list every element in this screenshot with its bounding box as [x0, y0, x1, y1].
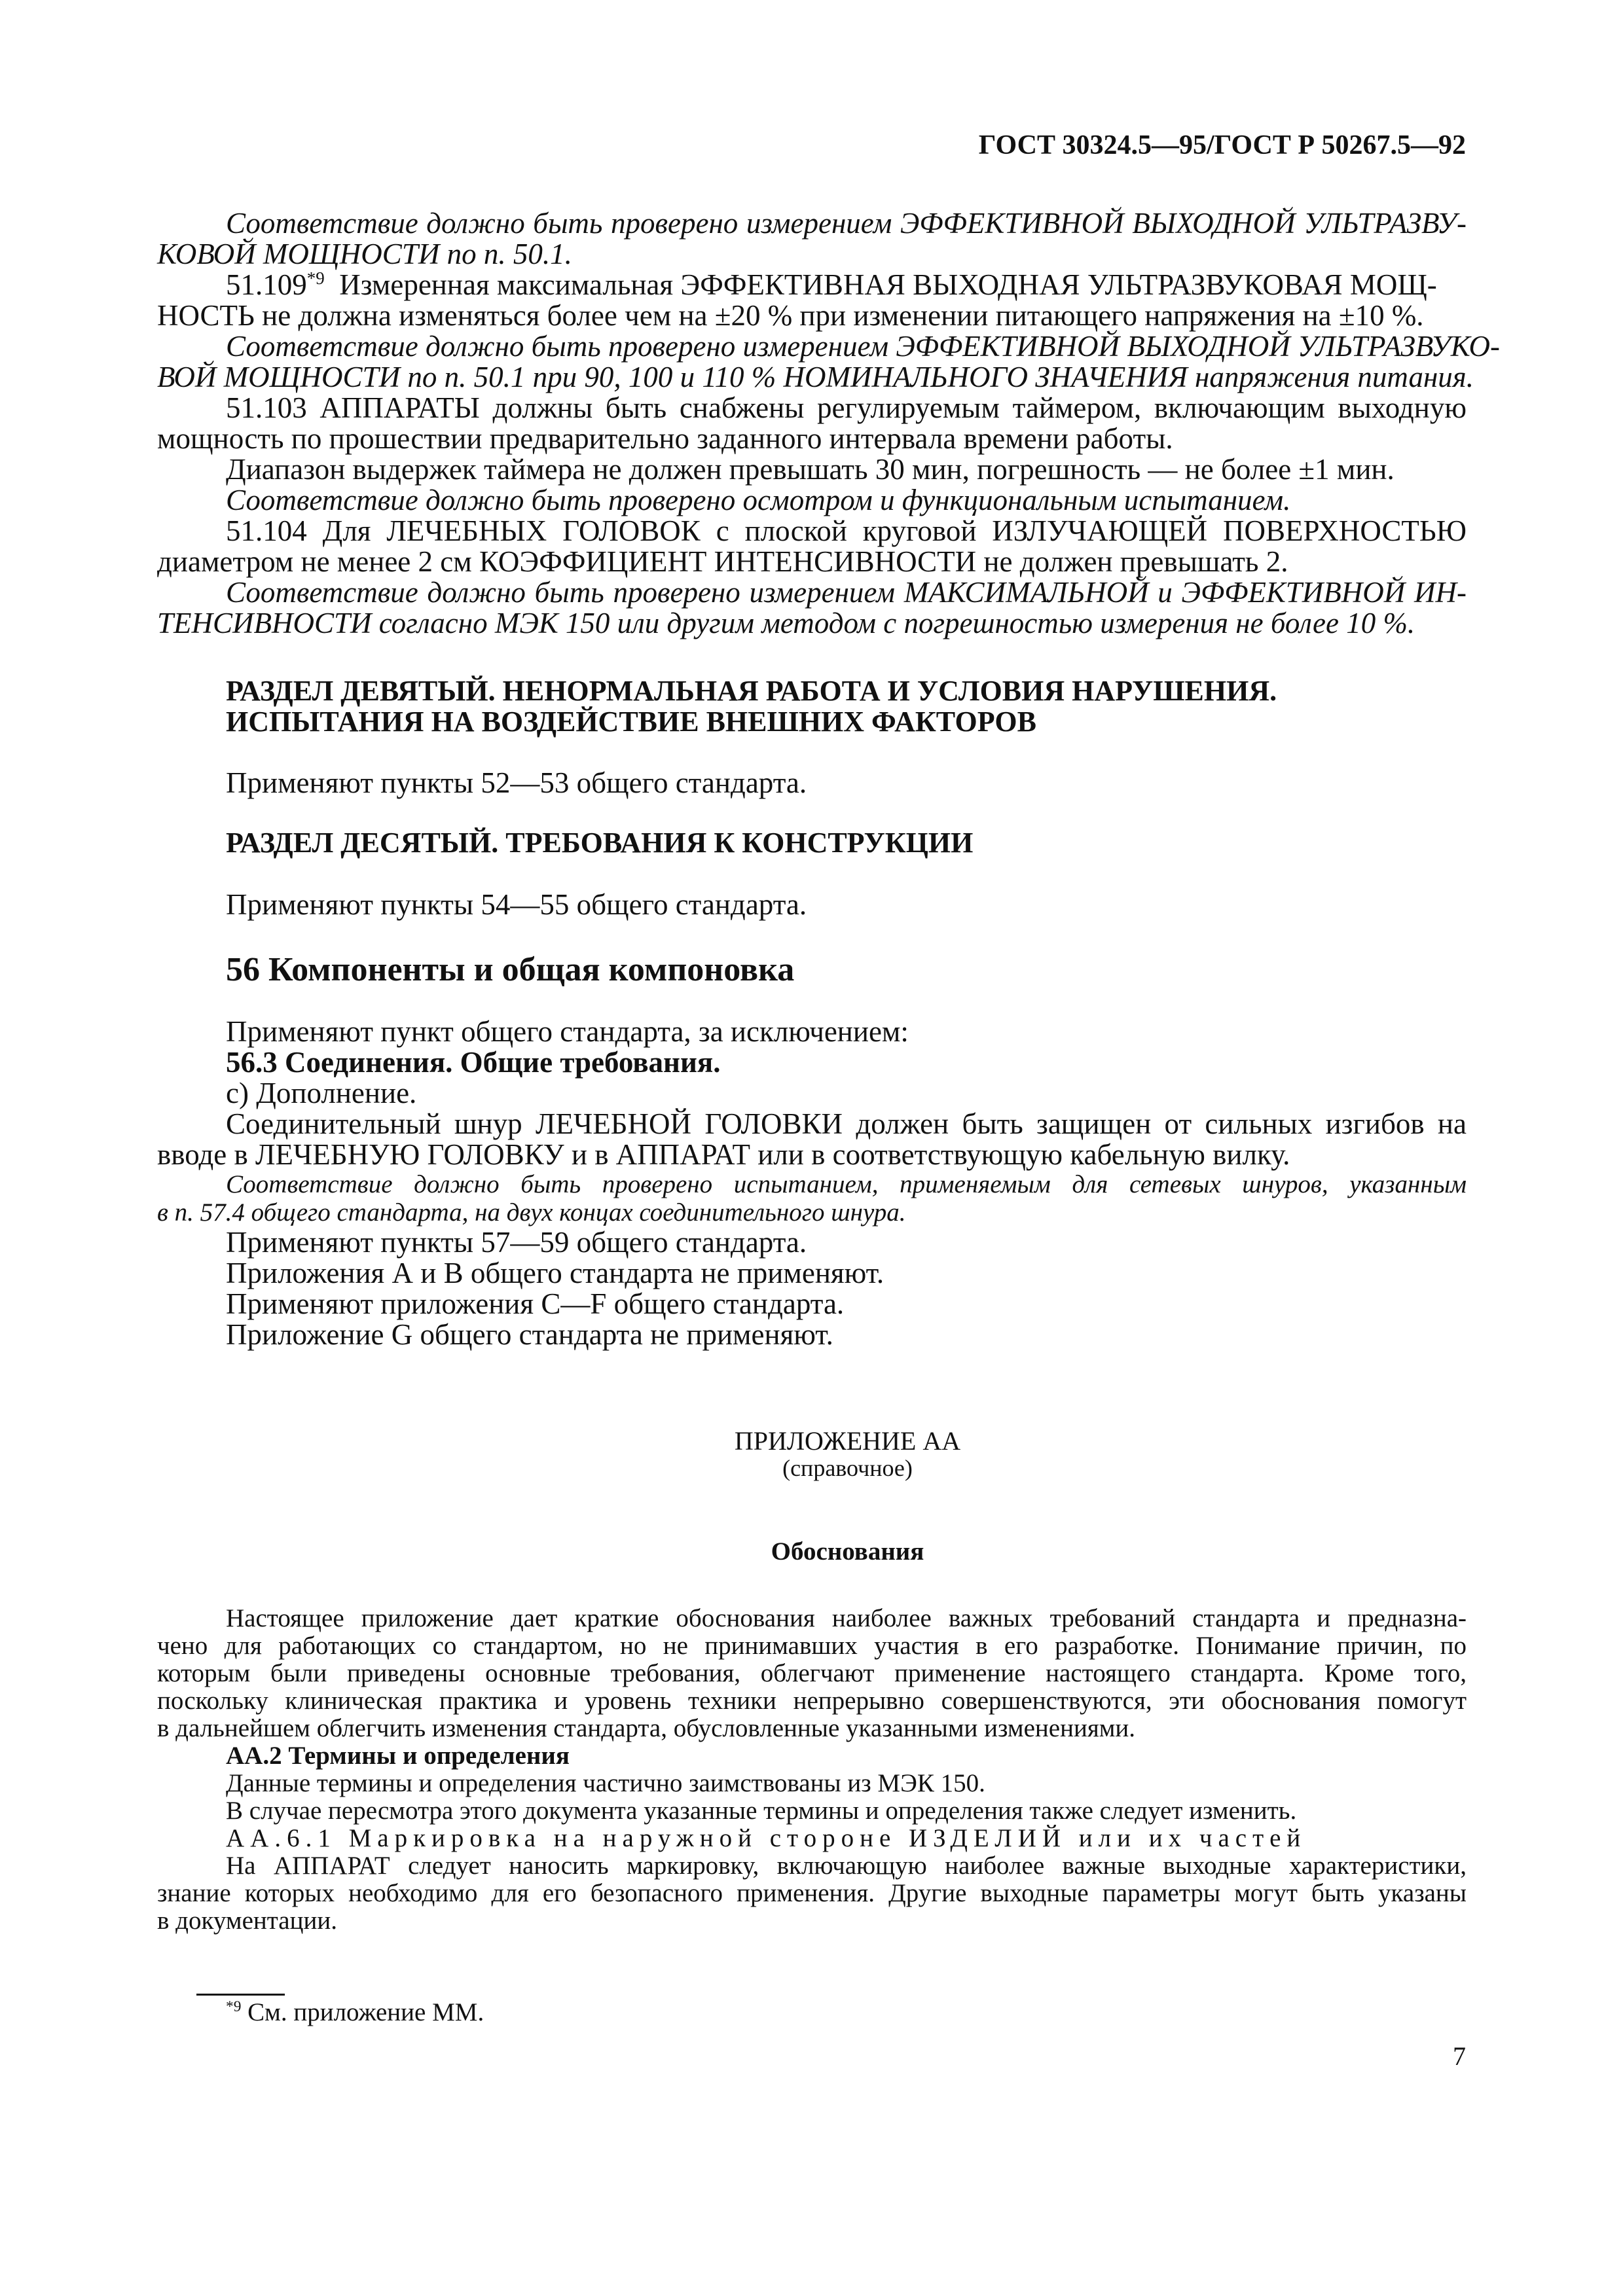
conformity-line: Соответствие должно быть проверено измерением ЭФФЕКТИВНОЙ ВЫХОДНОЙ УЛЬТРАЗВУКО- — [226, 330, 1500, 363]
clause-51-109 — [226, 268, 1535, 302]
section-56-line: Применяют приложения С—F общего стандарта. — [226, 1287, 845, 1320]
appendix-subtitle: (справочное) — [782, 1455, 913, 1481]
footnote-ref: *9 — [306, 268, 325, 288]
appendix-heading: Обоснования — [771, 1537, 924, 1566]
section-ten-title: РАЗДЕЛ ДЕСЯТЫЙ. ТРЕБОВАНИЯ К КОНСТРУКЦИИ — [226, 827, 974, 859]
section-nine-title: РАЗДЕЛ ДЕВЯТЫЙ. НЕНОРМАЛЬНАЯ РАБОТА И УСЛОВИЯ НАРУШЕНИЯ. — [226, 675, 1277, 707]
appendix-aa2-heading: АА.2 Термины и определения — [226, 1742, 570, 1770]
appendix-title: ПРИЛОЖЕНИЕ АА — [734, 1426, 961, 1456]
conformity-line: в п. 57.4 общего стандарта, на двух концах соединительного шнура. — [157, 1198, 906, 1227]
footnote — [226, 1998, 1535, 2027]
appendix-paragraph-line: Настоящее приложение дает краткие обоснования наиболее важных требований стандарта и предназна- — [226, 1604, 1467, 1632]
appendix-line: в документации. — [157, 1907, 337, 1935]
conformity-line: ТЕНСИВНОСТИ согласно МЭК 150 или другим методом с погрешностью измерения не более 10 %. — [157, 607, 1415, 639]
section-nine-text: Применяют пункты 52—53 общего стандарта. — [226, 766, 807, 799]
section-56-line: Применяют пункт общего стандарта, за исключением: — [226, 1015, 909, 1048]
section-56-line: Применяют пункты 57—59 общего стандарта. — [226, 1226, 807, 1259]
clause-line: диаметром не менее 2 см КОЭФФИЦИЕНТ ИНТЕНСИВНОСТИ не должен превышать 2. — [157, 545, 1288, 578]
appendix-paragraph-line: которым были приведены основные требования, облегчают применение настоящего стандарта. Кроме того, — [157, 1659, 1467, 1687]
appendix-paragraph-line: чено для работающих со стандартом, но не принимавших участия в его разработке. Понимание причин, по — [157, 1632, 1467, 1660]
section-56-line: вводе в ЛЕЧЕБНУЮ ГОЛОВКУ и в АППАРАТ или в соответствующую кабельную вилку. — [157, 1138, 1290, 1171]
section-56-line: Соединительный шнур ЛЕЧЕБНОЙ ГОЛОВКИ должен быть защищен от сильных изгибов на — [226, 1107, 1467, 1140]
footnote-separator — [196, 1994, 285, 1996]
footnote-text: См. приложение ММ. — [241, 1998, 484, 2026]
appendix-line: На АППАРАТ следует наносить маркировку, включающую наиболее важные выходные характеристики, — [226, 1852, 1467, 1880]
clause-number: 51.109 — [226, 268, 307, 301]
footnote-mark: *9 — [226, 1998, 242, 2015]
appendix-line: знание которых необходимо для его безопасного применения. Другие выходные параметры могут быть указаны — [157, 1879, 1467, 1907]
conformity-line: Соответствие должно быть проверено осмотром и функциональным испытанием. — [226, 484, 1291, 516]
subsection-56-3: 56.3 Соединения. Общие требования. — [226, 1046, 721, 1079]
section-nine-title: ИСПЫТАНИЯ НА ВОЗДЕЙСТВИЕ ВНЕШНИХ ФАКТОРОВ — [226, 706, 1036, 738]
appendix-paragraph-line: в дальнейшем облегчить изменения стандарта, обусловленные указанными изменениями. — [157, 1714, 1136, 1742]
clause-line: НОСТЬ не должна изменяться более чем на ±20 % при изменении питающего напряжения на ±10 %. — [157, 299, 1424, 332]
section-56-line: Приложения А и В общего стандарта не применяют. — [226, 1257, 884, 1289]
section-56-line: с) Дополнение. — [226, 1077, 417, 1109]
conformity-line: ВОЙ МОЩНОСТИ по п. 50.1 при 90, 100 и 110 % НОМИНАЛЬНОГО ЗНАЧЕНИЯ напряжения питания. — [157, 361, 1474, 393]
section-56-title: 56 Компоненты и общая компоновка — [226, 951, 795, 988]
section-56-line: Приложение G общего стандарта не применяют. — [226, 1318, 833, 1351]
conformity-line: Соответствие должно быть проверено измерением МАКСИМАЛЬНОЙ и ЭФФЕКТИВНОЙ ИН- — [226, 576, 1467, 609]
clause-line: мощность по прошествии предварительно заданного интервала времени работы. — [157, 422, 1173, 455]
appendix-aa61-heading: АА.6.1 Маркировка на наружной стороне ИЗДЕЛИЙ или их частей — [226, 1824, 1307, 1852]
section-ten-text: Применяют пункты 54—55 общего стандарта. — [226, 888, 807, 921]
appendix-line: В случае пересмотра этого документа указанные термины и определения также следует изменить. — [226, 1797, 1297, 1825]
document-header: ГОСТ 30324.5—95/ГОСТ Р 50267.5—92 — [978, 130, 1466, 160]
clause-51-103: 51.103 АППАРАТЫ должны быть снабжены регулируемым таймером, включающим выходную — [226, 391, 1467, 424]
conformity-line: Соответствие должно быть проверено измерением ЭФФЕКТИВНОЙ ВЫХОДНОЙ УЛЬТРАЗВУ- — [226, 207, 1467, 240]
clause-line: Диапазон выдержек таймера не должен превышать 30 мин, погрешность — не более ±1 мин. — [226, 453, 1395, 486]
page-number: 7 — [1453, 2041, 1466, 2071]
conformity-line: КОВОЙ МОЩНОСТИ по п. 50.1. — [157, 238, 572, 270]
clause-text: Измеренная максимальная ЭФФЕКТИВНАЯ ВЫХОДНАЯ УЛЬТРАЗВУКОВАЯ МОЩ- — [339, 268, 1437, 301]
appendix-line: Данные термины и определения частично заимствованы из МЭК 150. — [226, 1769, 985, 1797]
clause-51-104: 51.104 Для ЛЕЧЕБНЫХ ГОЛОВОК с плоской круговой ИЗЛУЧАЮЩЕЙ ПОВЕРХНОСТЬЮ — [226, 514, 1467, 547]
appendix-paragraph-line: поскольку клиническая практика и уровень техники непрерывно совершенствуются, эти обоснования помогут — [157, 1687, 1467, 1715]
conformity-line: Соответствие должно быть проверено испытанием, применяемым для сетевых шнуров, указанным — [226, 1170, 1467, 1198]
